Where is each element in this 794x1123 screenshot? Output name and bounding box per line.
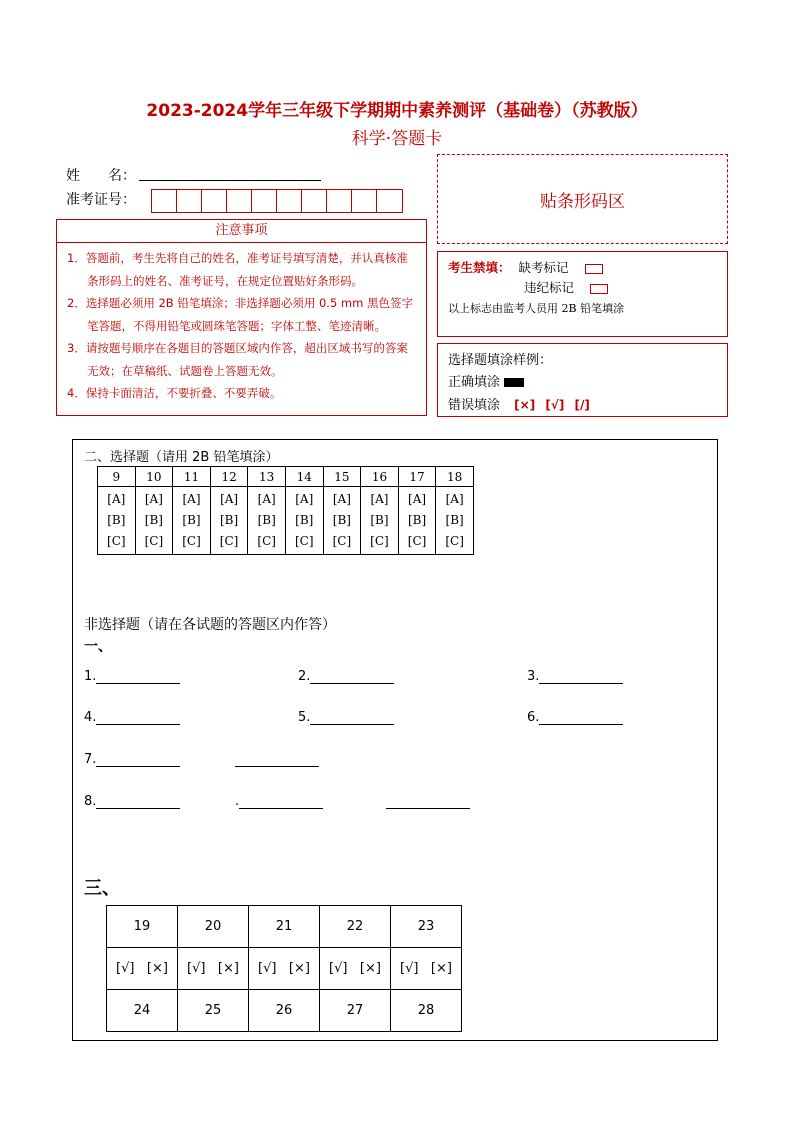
answer-blank[interactable]: [386, 794, 470, 809]
blank-q2: 2.: [298, 669, 394, 684]
blank-q3: 3.: [527, 669, 623, 684]
tf-number: 27: [320, 990, 391, 1032]
mcq-number: 10: [135, 467, 173, 487]
tf-number: 21: [249, 906, 320, 948]
section2-title: 二、选择题（请用 2B 铅笔填涂）: [84, 450, 279, 465]
examiner-only-box: [437, 251, 728, 337]
mcq-number: 14: [285, 467, 323, 487]
section3-title: 三、: [84, 878, 120, 899]
answer-blank[interactable]: [239, 794, 323, 809]
ban-title: 考生禁填：: [448, 260, 511, 275]
mcq-options[interactable]: [A] [B] [C]: [323, 487, 361, 555]
mcq-options[interactable]: [A] [B] [C]: [361, 487, 399, 555]
true-false-table: [106, 905, 462, 1032]
tf-number: 28: [391, 990, 462, 1032]
sample-title: 选择题填涂样例：: [448, 353, 553, 368]
mcq-number: 18: [436, 467, 474, 487]
notice-title: 注意事项: [56, 219, 427, 243]
tf-number: 25: [178, 990, 249, 1032]
correct-fill-label: 正确填涂: [448, 375, 501, 390]
mcq-options[interactable]: [A] [B] [C]: [210, 487, 248, 555]
blank-q8b: .: [235, 794, 323, 809]
violation-mark[interactable]: [590, 284, 608, 294]
blank-q7b: [235, 752, 319, 767]
section1-title: 一、: [84, 639, 112, 655]
tf-number: 22: [320, 906, 391, 948]
name-field[interactable]: [139, 180, 321, 181]
answer-blank[interactable]: [539, 669, 623, 684]
mcq-options[interactable]: [A] [B] [C]: [98, 487, 136, 555]
mcq-number: 12: [210, 467, 248, 487]
mcq-number: 9: [98, 467, 136, 487]
mcq-options[interactable]: [A] [B] [C]: [135, 487, 173, 555]
id-number-boxes[interactable]: [151, 189, 403, 213]
barcode-area: 贴条形码区: [437, 154, 728, 244]
id-label: 准考证号：: [66, 192, 136, 208]
tf-options[interactable]: [√] [×]: [178, 948, 249, 990]
notice-body: [56, 242, 427, 416]
mcq-options[interactable]: [A] [B] [C]: [173, 487, 211, 555]
tf-number: 19: [107, 906, 178, 948]
blank-q8: 8.: [84, 794, 180, 809]
blank-q5: 5.: [298, 710, 394, 725]
tf-options[interactable]: [√] [×]: [249, 948, 320, 990]
mcq-options[interactable]: [A] [B] [C]: [436, 487, 474, 555]
tf-number: 20: [178, 906, 249, 948]
tf-number: 26: [249, 990, 320, 1032]
violation-label: 违纪标记: [524, 280, 575, 295]
wrong-mark: [√]: [545, 398, 565, 412]
page-title: 2023-2024学年三年级下学期期中素养测评（基础卷）（苏教版）: [146, 101, 648, 121]
nonchoice-title: 非选择题（请在各试题的答题区内作答）: [84, 617, 336, 633]
notice-item: 2．选择题必须用 2B 铅笔填涂；非选择题必须用 0.5 mm 黑色签字笔答题，不得用铅笔或圆珠笔答题；字体工整、笔迹清晰。: [67, 296, 413, 333]
blank-q7: 7.: [84, 752, 180, 767]
mcq-number: 15: [323, 467, 361, 487]
answer-blank[interactable]: [96, 710, 180, 725]
name-label: 姓 名：: [66, 168, 136, 184]
answer-blank[interactable]: [310, 710, 394, 725]
mcq-number: 16: [361, 467, 399, 487]
wrong-mark: [/]: [574, 398, 590, 412]
notice-item: 1．答题前，考生先将自己的姓名，准考证号填写清楚，并认真核准条形码上的姓名、准考证号，在规定位置贴好条形码。: [67, 251, 408, 288]
answer-blank[interactable]: [539, 710, 623, 725]
mcq-number: 13: [248, 467, 286, 487]
tf-options[interactable]: [√] [×]: [320, 948, 391, 990]
correct-fill-icon: [504, 378, 524, 387]
mcq-table: [97, 466, 474, 555]
mcq-options[interactable]: [A] [B] [C]: [398, 487, 436, 555]
tf-number: 23: [391, 906, 462, 948]
mcq-options[interactable]: [A] [B] [C]: [285, 487, 323, 555]
wrong-mark: [×]: [514, 398, 536, 412]
answer-blank[interactable]: [310, 669, 394, 684]
tf-options[interactable]: [√] [×]: [391, 948, 462, 990]
blank-q1: 1.: [84, 669, 180, 684]
absent-label: 缺考标记: [518, 260, 569, 275]
notice-item: 4．保持卡面清洁，不要折叠、不要弄破。: [67, 386, 282, 400]
page-subtitle: 科学·答题卡: [351, 129, 443, 149]
answer-blank[interactable]: [235, 752, 319, 767]
wrong-fill-label: 错误填涂: [448, 398, 501, 413]
ban-note: 以上标志由监考人员用 2B 铅笔填涂: [448, 302, 625, 315]
tf-number: 24: [107, 990, 178, 1032]
tf-options[interactable]: [√] [×]: [107, 948, 178, 990]
answer-blank[interactable]: [96, 669, 180, 684]
fill-sample-box: [437, 343, 728, 417]
notice-item: 3．请按题号顺序在各题目的答题区域内作答，超出区域书写的答案无效；在草稿纸、试题卷上答题无效。: [67, 341, 408, 378]
mcq-options[interactable]: [A] [B] [C]: [248, 487, 286, 555]
mcq-number: 11: [173, 467, 211, 487]
mcq-number: 17: [398, 467, 436, 487]
answer-blank[interactable]: [96, 794, 180, 809]
blank-q6: 6.: [527, 710, 623, 725]
blank-q4: 4.: [84, 710, 180, 725]
answer-blank[interactable]: [96, 752, 180, 767]
blank-q8c: [386, 794, 470, 809]
absent-mark[interactable]: [585, 264, 603, 274]
